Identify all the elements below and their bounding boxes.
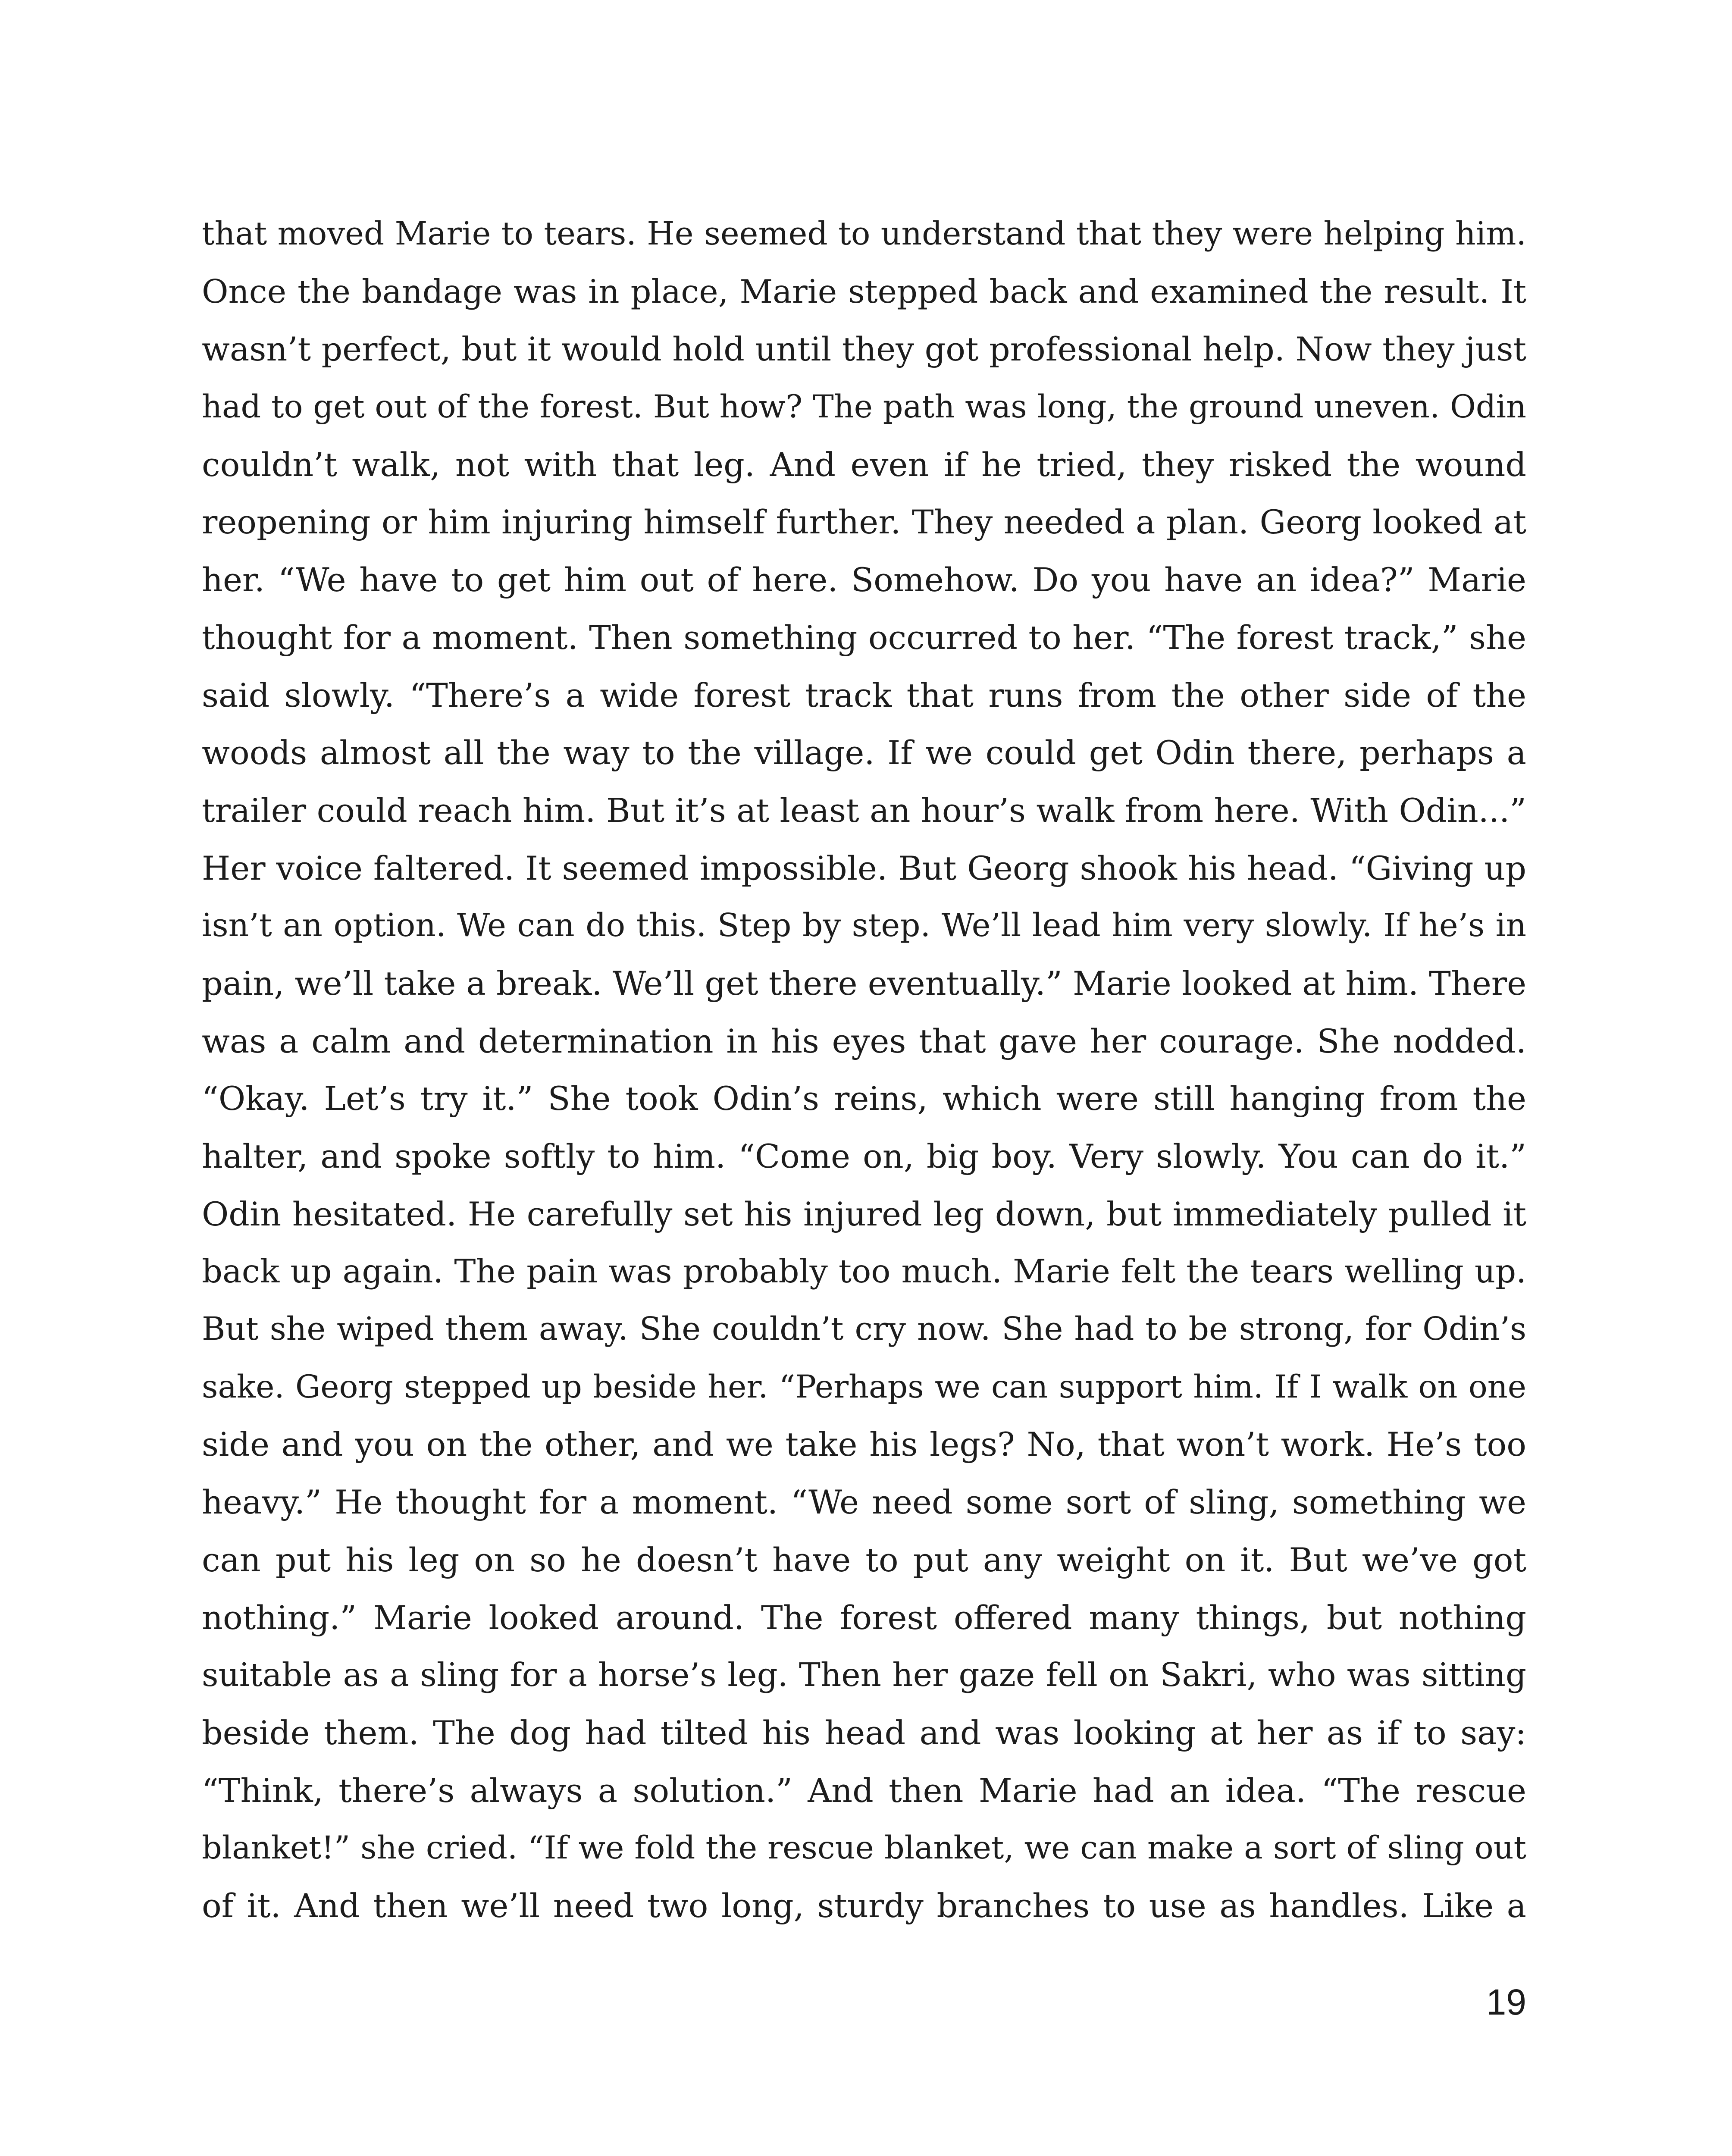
text-line: couldn’t walk, not with that leg. And even if he tried, they risked the wound — [202, 445, 1526, 484]
text-line: had to get out of the forest. But how? The path was long, the ground uneven. Odin — [202, 389, 1526, 426]
page-number: 19 — [1486, 1982, 1526, 2022]
text-line: reopening or him injuring himself further. They needed a plan. Georg looked at — [202, 503, 1526, 542]
text-line: beside them. The dog had tilted his head and was looking at her as if to say: — [202, 1713, 1526, 1752]
text-line: halter, and spoke softly to him. “Come on, big boy. Very slowly. You can do it.” — [202, 1137, 1526, 1175]
text-line: Once the bandage was in place, Marie stepped back and examined the result. It — [202, 272, 1526, 310]
text-line: her. “We have to get him out of here. Somehow. Do you have an idea?” Marie — [202, 561, 1526, 599]
text-line: back up again. The pain was probably too much. Marie felt the tears welling up. — [202, 1252, 1526, 1291]
body-text — [202, 205, 1526, 1935]
text-line: woods almost all the way to the village. If we could get Odin there, perhaps a — [202, 733, 1526, 772]
text-line: Her voice faltered. It seemed impossible. But Georg shook his head. “Giving up — [202, 849, 1526, 887]
text-line: trailer could reach him. But it’s at least an hour’s walk from here. With Odin...” — [202, 791, 1526, 830]
text-line: isn’t an option. We can do this. Step by step. We’ll lead him very slowly. If he’s in — [202, 907, 1526, 944]
text-line: suitable as a sling for a horse’s leg. Then her gaze fell on Sakri, who was sitting — [202, 1656, 1526, 1694]
text-line: thought for a moment. Then something occurred to her. “The forest track,” she — [202, 618, 1526, 657]
text-line: said slowly. “There’s a wide forest track that runs from the other side of the — [202, 676, 1526, 714]
text-line: that moved Marie to tears. He seemed to understand that they were helping him. — [202, 215, 1526, 252]
text-line: of it. And then we’ll need two long, sturdy branches to use as handles. Like a — [202, 1886, 1526, 1925]
text-line: pain, we’ll take a break. We’ll get there eventually.” Marie looked at him. There — [202, 964, 1526, 1003]
text-line: wasn’t perfect, but it would hold until they got professional help. Now they just — [202, 330, 1526, 369]
text-line: “Think, there’s always a solution.” And then Marie had an idea. “The rescue — [202, 1771, 1526, 1810]
text-line: side and you on the other, and we take his legs? No, that won’t work. He’s too — [202, 1425, 1526, 1464]
text-line: Odin hesitated. He carefully set his injured leg down, but immediately pulled it — [202, 1194, 1526, 1233]
text-line: heavy.” He thought for a moment. “We need some sort of sling, something we — [202, 1483, 1526, 1522]
text-line: blanket!” she cried. “If we fold the rescue blanket, we can make a sort of sling out — [202, 1830, 1526, 1867]
text-line: nothing.” Marie looked around. The forest offered many things, but nothing — [202, 1598, 1526, 1637]
text-line: can put his leg on so he doesn’t have to put any weight on it. But we’ve got — [202, 1540, 1526, 1579]
text-line: was a calm and determination in his eyes that gave her courage. She nodded. — [202, 1022, 1526, 1060]
text-line: “Okay. Let’s try it.” She took Odin’s reins, which were still hanging from the — [202, 1079, 1526, 1118]
text-line: But she wiped them away. She couldn’t cry now. She had to be strong, for Odin’s — [202, 1310, 1526, 1348]
text-line: sake. Georg stepped up beside her. “Perhaps we can support him. If I walk on one — [202, 1368, 1526, 1405]
